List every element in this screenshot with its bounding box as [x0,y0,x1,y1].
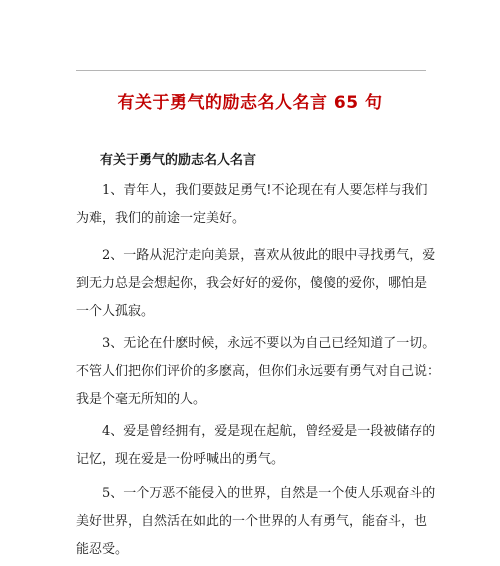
quote-line: 5、一个万恶不能侵入的世界，自然是一个使人乐观奋斗的 [102,486,436,501]
quote-line: 记忆，现在爱是一份呼喊出的勇气。 [76,452,285,467]
quote-paragraph-4 [76,418,436,474]
quote-line: 为难，我们的前途一定美好。 [76,211,246,226]
section-heading: 有关于勇气的励志名人名言 [100,153,257,168]
quote-line: 美好世界，自然活在如此的一个世界的人有勇气，能奋斗，也 [76,514,428,529]
quote-line: 我是个毫无所知的人。 [76,392,207,407]
header-rule [76,70,426,71]
quote-paragraph-3 [76,330,441,414]
quote-paragraph-2 [76,242,436,326]
quote-paragraph-1 [76,177,426,233]
quote-paragraph-5 [76,480,436,564]
quote-line: 到无力总是会想起你，我会好好的爱你，傻傻的爱你，哪怕是 [76,276,428,291]
quote-line: 不管人们把你们评价的多麽高，但你们永远要有勇气对自己说： [76,364,441,379]
quote-line: 3、无论在什麽时候，永远不要以为自己已经知道了一切。 [102,336,436,351]
quote-line: 2、一路从泥泞走向美景，喜欢从彼此的眼中寻找勇气，爱 [102,248,436,263]
quote-line: 1、青年人，我们要鼓足勇气!不论现在有人要怎样与我们 [102,183,428,198]
document-title: 有关于勇气的励志名人名言 65 句 [117,93,383,113]
quote-line: 能忍受。 [76,542,129,557]
quote-line: 4、爱是曾经拥有，爱是现在起航，曾经爱是一段被储存的 [102,424,436,439]
quote-line: 一个人孤寂。 [76,304,155,319]
